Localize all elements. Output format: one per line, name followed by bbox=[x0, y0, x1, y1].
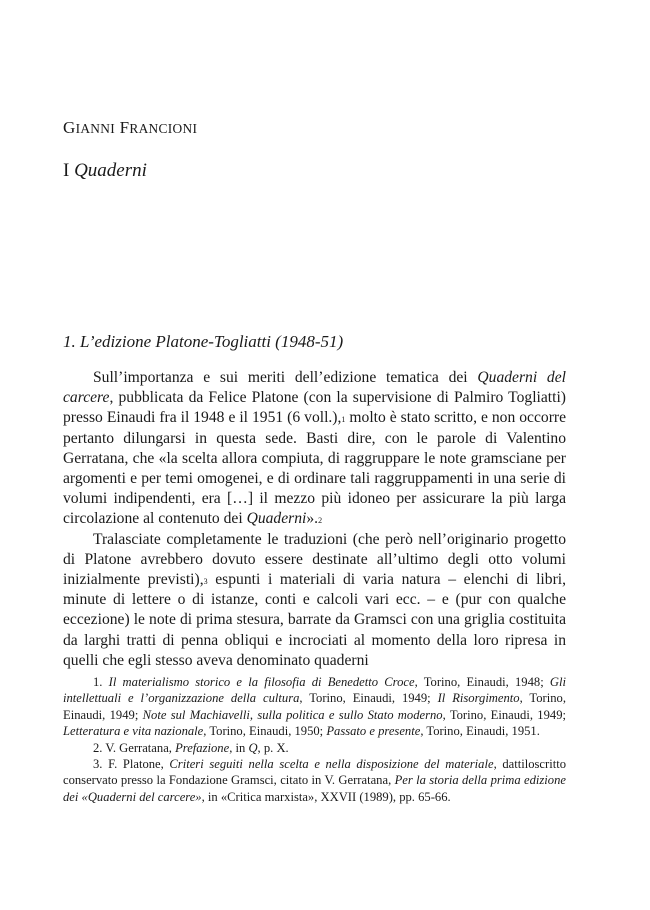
footnote-3: 3. F. Platone, Criteri seguiti nella scelta e nella disposizione del materiale, dattiloscritto conservato presso la Fondazione Gramsci, citato in V. Gerratana, Per la storia della prima edizione dei «Quaderni del carcere», in «Critica marxista», XXVII (1989), pp. 65-66. bbox=[63, 757, 566, 804]
footnote-ref-1: 1 bbox=[341, 415, 346, 425]
chapter-title bbox=[63, 160, 147, 182]
footnote-2: 2. V. Gerratana, Prefazione, in Q, p. X. bbox=[93, 740, 289, 755]
footnote-ref-3: 3 bbox=[203, 577, 208, 587]
paragraph-2: Tralasciate completamente le traduzioni (che però nell’originario progetto di Platone avrebbero dovuto essere destinate all’ultimo degli otto volumi inizialmente previsti),$^3$ espunti i materiali di varia natura – elenchi di libri, minute di lettere o di istanze, conti e calcoli vari ecc. – e (pur con qualche eccezione) le note di prima stesura, barrate da Gramsci con una griglia costituita da larghi tratti di penna obliqui e incrociati al momento della loro ripresa in quelli che egli stesso aveva denominato quaderni bbox=[63, 530, 566, 669]
footnote-ref-2: 2 bbox=[318, 516, 323, 526]
chapter-number: I bbox=[63, 160, 70, 181]
chapter-title-text: Quaderni bbox=[74, 160, 147, 181]
paragraph-1: Sull’importanza e sui meriti dell’edizione tematica dei Quaderni del carcere, pubblicata da Felice Platone (con la supervisione di Palmiro Togliatti) presso Einaudi fra il 1948 e il 1951 (6 voll.),$^1$ molto è stato scritto, e non occorre pertanto dilungarsi in questa sede. Basti dire, con le parole di Valentino Gerratana, che «la scelta allora compiuta, di raggruppare le note gramsciane per argomenti e per temi omogenei, e di ordinare tali raggruppamenti in una serie di volumi indipendenti, era […] il mezzo più idoneo per assicurare la più larga circolazione al contenuto dei Quaderni».$^2$ bbox=[63, 369, 567, 528]
footnote-1: 1. Il materialismo storico e la filosofia di Benedetto Croce, Torino, Einaudi, 1948; Gli intellettuali e l’organizzazione della cultura, Torino, Einaudi, 1949; Il Risorgimento, Torino, Einaudi, 1949; Note sul Machiavelli, sulla politica e sullo Stato moderno, Torino, Einaudi, 1949; Letteratura e vita nazionale, Torino, Einaudi, 1950; Passato e presente, Torino, Einaudi, 1951. bbox=[63, 675, 566, 739]
author-name: GIANNI FRANCIONI bbox=[63, 118, 198, 137]
footnotes bbox=[63, 674, 566, 805]
body-text bbox=[63, 368, 566, 671]
section-heading: 1. L’edizione Platone-Togliatti (1948-51) bbox=[63, 332, 344, 351]
